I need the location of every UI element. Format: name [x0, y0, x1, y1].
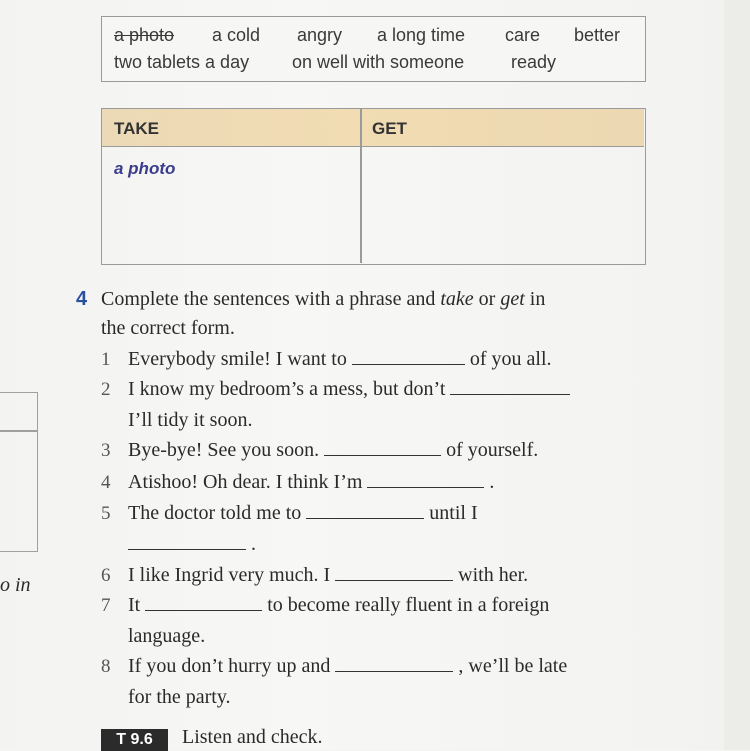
- sentence-4: Atishoo! Oh dear. I think I’m .: [128, 471, 495, 493]
- listen-instruction: Listen and check.: [182, 726, 323, 748]
- sentence-3: Bye-bye! See you soon. of yourself.: [128, 439, 539, 461]
- word-chip: better: [574, 25, 621, 45]
- answer-blank[interactable]: [367, 486, 484, 488]
- item-number: 8: [101, 656, 111, 677]
- item-number: 7: [101, 595, 111, 616]
- item-number: 3: [101, 440, 111, 461]
- word-chip: ready: [511, 52, 557, 72]
- word-box: [101, 16, 646, 82]
- item-number: 5: [101, 503, 111, 524]
- answer-blank[interactable]: [128, 548, 246, 550]
- answer-blank[interactable]: [335, 670, 453, 672]
- word-chip: a cold: [212, 25, 261, 45]
- word-chip: two tablets a day: [114, 52, 250, 72]
- adjacent-table-line: [0, 430, 38, 432]
- answer-blank[interactable]: [306, 517, 424, 519]
- exercise-instruction-line2: the correct form.: [101, 317, 235, 339]
- audio-track-badge: T 9.6: [101, 729, 168, 751]
- item-number: 6: [101, 565, 111, 586]
- item-number: 1: [101, 349, 111, 370]
- column-divider: [360, 109, 362, 263]
- sentence-2-cont: I’ll tidy it soon.: [128, 409, 253, 431]
- answer-blank[interactable]: [450, 393, 570, 395]
- sentence-6: I like Ingrid very much. I with her.: [128, 564, 529, 586]
- word-chip: angry: [297, 25, 343, 45]
- answer-blank[interactable]: [324, 454, 441, 456]
- sentence-5: The doctor told me to until I: [128, 502, 478, 524]
- take-entry: a photo: [114, 159, 176, 178]
- sentence-8-cont: for the party.: [128, 686, 231, 708]
- sentence-5-cont: .: [128, 533, 256, 556]
- word-chip: a photo: [114, 25, 175, 45]
- item-number: 4: [101, 472, 111, 493]
- exercise-instruction: Complete the sentences with a phrase and take or get in: [101, 288, 546, 310]
- word-chip: a long time: [377, 25, 466, 45]
- answer-blank[interactable]: [335, 579, 453, 581]
- answer-blank[interactable]: [352, 363, 465, 365]
- answer-blank[interactable]: [145, 609, 262, 611]
- item-number: 2: [101, 379, 111, 400]
- exercise-number: 4: [76, 288, 88, 310]
- take-get-table: [101, 108, 646, 265]
- word-chip: care: [505, 25, 541, 45]
- take-header: TAKE: [114, 119, 160, 138]
- adjacent-table-fragment: [0, 392, 38, 552]
- sentence-1: Everybody smile! I want to of you all.: [128, 348, 552, 370]
- adjacent-text-fragment: o in: [0, 574, 31, 596]
- sentence-7: It to become really fluent in a foreign: [128, 594, 550, 616]
- page-edge: [724, 0, 750, 750]
- table-header: [102, 109, 644, 147]
- sentence-7-cont: language.: [128, 625, 206, 647]
- sentence-8: If you don’t hurry up and , we’ll be late: [128, 655, 568, 677]
- get-header: GET: [372, 119, 407, 138]
- word-chip: on well with someone: [292, 52, 465, 72]
- sentence-2: I know my bedroom’s a mess, but don’t: [128, 378, 570, 401]
